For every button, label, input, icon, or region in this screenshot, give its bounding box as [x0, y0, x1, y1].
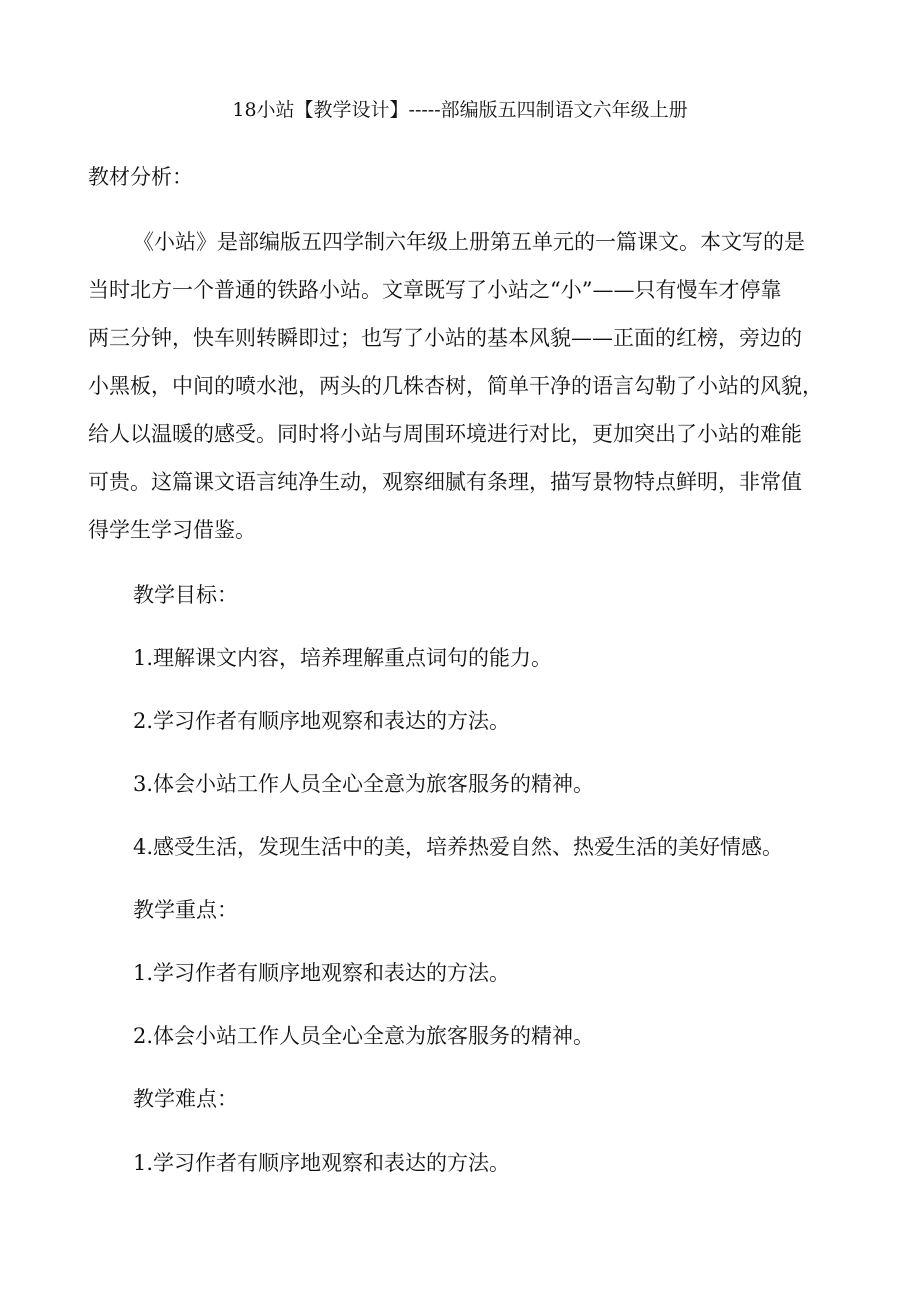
section-heading-objectives: 教学目标：	[133, 583, 238, 607]
difficulty-item: 1.学习作者有顺序地观察和表达的方法。	[133, 1151, 511, 1175]
analysis-line: 给人以温暖的感受。同时将小站与周围环境进行对比，更加突出了小站的难能	[88, 422, 802, 446]
analysis-line: 《小站》是部编版五四学制六年级上册第五单元的一篇课文。本文写的是	[133, 230, 805, 254]
analysis-line: 得学生学习借鉴。	[88, 518, 256, 542]
section-heading-material: 教材分析：	[88, 165, 193, 189]
key-point-item: 1.学习作者有顺序地观察和表达的方法。	[133, 961, 511, 985]
document-title: 18小站【教学设计】-----部编版五四制语文六年级上册	[232, 99, 688, 121]
analysis-line: 小黑板，中间的喷水池，两头的几株杏树，简单干净的语言勾勒了小站的风貌，	[88, 374, 823, 398]
objective-item: 2.学习作者有顺序地观察和表达的方法。	[133, 709, 511, 733]
objective-item: 1.理解课文内容，培养理解重点词句的能力。	[133, 646, 553, 670]
section-heading-difficulties: 教学难点：	[133, 1087, 238, 1111]
analysis-line: 两三分钟，快车则转瞬即过；也写了小站的基本风貌——正面的红榜，旁边的	[88, 326, 802, 350]
key-point-item: 2.体会小站工作人员全心全意为旅客服务的精神。	[133, 1024, 595, 1048]
objective-item: 4.感受生活，发现生活中的美，培养热爱自然、热爱生活的美好情感。	[133, 835, 784, 859]
section-heading-key-points: 教学重点：	[133, 898, 238, 922]
analysis-line: 当时北方一个普通的铁路小站。文章既写了小站之“小”——只有慢车才停靠	[88, 278, 782, 302]
analysis-line: 可贵。这篇课文语言纯净生动，观察细腻有条理，描写景物特点鲜明，非常值	[88, 470, 802, 494]
objective-item: 3.体会小站工作人员全心全意为旅客服务的精神。	[133, 772, 595, 796]
